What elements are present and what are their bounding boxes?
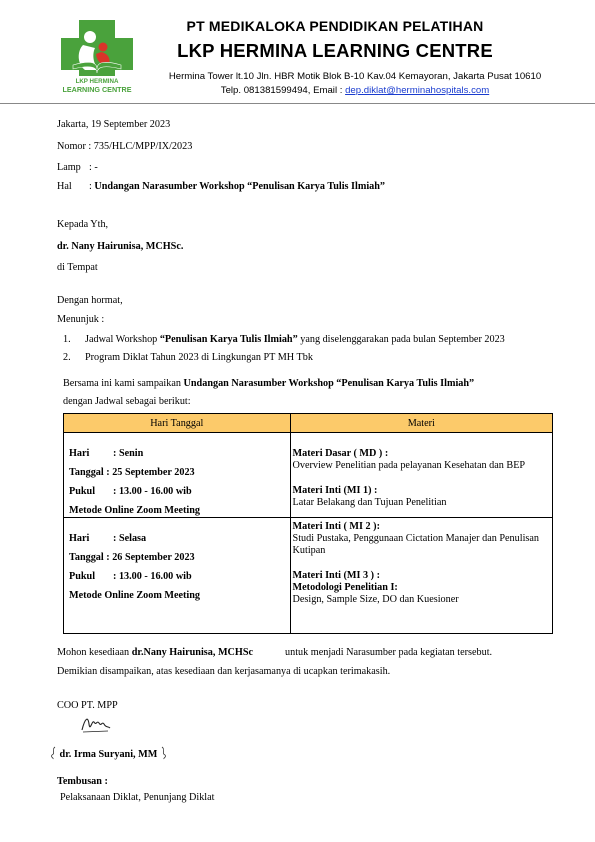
materi-title: Materi Dasar ( MD ) : — [292, 448, 389, 459]
intro-bold: Undangan Narasumber Workshop “Penulisan Karya Tulis Ilmiah” — [183, 378, 475, 389]
mohon-text-post: untuk menjadi Narasumber pada kegiatan tersebut. — [285, 647, 493, 658]
pukul-value: : 13.00 - 16.00 wib — [113, 486, 192, 497]
nomor-value: : 735/HLC/MPP/IX/2023 — [88, 141, 193, 152]
header-divider — [0, 103, 595, 104]
intro-text: Bersama ini kami sampaikan — [63, 378, 184, 389]
ref-item — [63, 334, 505, 345]
materi-subtitle: Metodologi Penelitian I: — [292, 582, 398, 593]
hari-value: : Senin — [113, 448, 144, 459]
pukul-line — [69, 486, 192, 497]
place-date: Jakarta, 19 September 2023 — [57, 119, 171, 130]
table-row — [64, 518, 553, 634]
kepada-text: Kepada Yth, — [57, 219, 109, 230]
contact-line — [140, 85, 570, 96]
email-link[interactable]: dep.diklat@herminahospitals.com — [345, 85, 490, 96]
hari-line — [69, 448, 143, 459]
menunjuk-text: Menunjuk : — [57, 314, 105, 325]
di-tempat-text: di Tempat — [57, 262, 98, 273]
logo-text-line1: LKP HERMINA — [75, 78, 119, 85]
intro-line2: dengan Jadwal sebagai berikut: — [63, 396, 191, 407]
header-materi: Materi — [290, 414, 552, 433]
signatory-line — [57, 746, 168, 760]
hari-label: Hari — [69, 533, 90, 544]
signatory-name: dr. Irma Suryani, MM — [59, 749, 158, 760]
pukul-line — [69, 571, 192, 582]
materi-desc: Studi Pustaka, Penggunaan Cictation Manajer dan Penulisan Kutipan — [292, 533, 539, 556]
ref-bold: “Penulisan Karya Tulis Ilmiah” — [159, 334, 298, 345]
schedule-table — [63, 413, 553, 634]
day-cell — [64, 518, 291, 634]
ref-number: 1. — [63, 334, 71, 345]
signature-icon — [80, 712, 112, 736]
materi-desc: Overview Penelitian pada pelayanan Kesehatan dan BEP — [292, 460, 526, 471]
ref-text: Program Diklat Tahun 2023 di Lingkungan PT MH Tbk — [85, 352, 313, 363]
address-line: Hermina Tower lt.10 Jln. HBR Motik Blok B-10 Kav.04 Kemayoran, Jakarta Pusat 10610 — [168, 71, 542, 82]
tembusan-label: Tembusan : — [57, 776, 108, 787]
materi-cell — [290, 433, 552, 518]
materi-title: Materi Inti ( MI 2 ): — [292, 521, 380, 532]
materi-title: Materi Inti (MI 3 ) : — [292, 570, 380, 581]
metode-line: Metode Online Zoom Meeting — [69, 590, 200, 601]
hari-label: Hari — [69, 448, 90, 459]
recipient-name: dr. Nany Hairunisa, MCHSc. — [57, 241, 184, 252]
pukul-value: : 13.00 - 16.00 wib — [113, 571, 192, 582]
lamp-line — [57, 162, 98, 173]
tanggal-line: Tanggal : 25 September 2023 — [69, 467, 195, 478]
pukul-label: Pukul — [69, 571, 96, 582]
logo-text-line2: LEARNING CENTRE — [62, 85, 132, 94]
header-hari-tanggal: Hari Tanggal — [64, 414, 291, 433]
signatory-position: COO PT. MPP — [57, 700, 118, 711]
hal-line — [57, 181, 385, 192]
tembusan-text: Pelaksanaan Diklat, Penunjang Diklat — [60, 792, 215, 803]
hari-value: : Selasa — [113, 533, 147, 544]
ref-number: 2. — [63, 352, 71, 363]
materi-desc: Latar Belakang dan Tujuan Penelitian — [292, 497, 447, 508]
demikian-text: Demikian disampaikan, atas kesediaan dan kerjasamanya di ucapkan terimakasih. — [57, 666, 391, 677]
intro-line — [63, 378, 474, 389]
company-name: PT MEDIKALOKA PENDIDIKAN PELATIHAN — [186, 18, 484, 34]
ref-item — [63, 352, 313, 363]
stamp-mark-icon — [49, 746, 57, 760]
nomor-label: Nomor — [57, 141, 86, 152]
lamp-label: Lamp — [57, 162, 81, 173]
greeting-text: Dengan hormat, — [57, 295, 123, 306]
hal-label: Hal — [57, 181, 72, 192]
day-cell — [64, 433, 291, 518]
nomor-line — [57, 141, 192, 152]
materi-cell — [290, 518, 552, 634]
mohon-line — [57, 647, 492, 658]
metode-line: Metode Online Zoom Meeting — [69, 505, 200, 516]
mohon-name: dr.Nany Hairunisa, MCHSc — [131, 647, 254, 658]
mohon-text: Mohon kesediaan — [57, 647, 132, 658]
pukul-label: Pukul — [69, 486, 96, 497]
materi-title: Materi Inti (MI 1) : — [292, 485, 378, 496]
hal-colon: : — [89, 181, 92, 192]
ref-text: Jadwal Workshop — [85, 334, 160, 345]
hal-value: Undangan Narasumber Workshop “Penulisan Karya Tulis Ilmiah” — [94, 181, 386, 192]
lkp-hermina-logo — [59, 18, 135, 96]
hari-line — [69, 533, 146, 544]
tanggal-line: Tanggal : 26 September 2023 — [69, 552, 195, 563]
institution-name: LKP HERMINA LEARNING CENTRE — [177, 40, 493, 61]
stamp-mark-icon — [160, 746, 168, 760]
table-header-row — [64, 414, 553, 433]
materi-desc: Design, Sample Size, DO dan Kuesioner — [292, 594, 459, 605]
table-row — [64, 433, 553, 518]
ref-text-post: yang diselenggarakan pada bulan September 2023 — [297, 334, 505, 345]
lamp-value: : - — [89, 162, 98, 173]
phone-text: Telp. 081381599494, Email : — [220, 85, 346, 96]
